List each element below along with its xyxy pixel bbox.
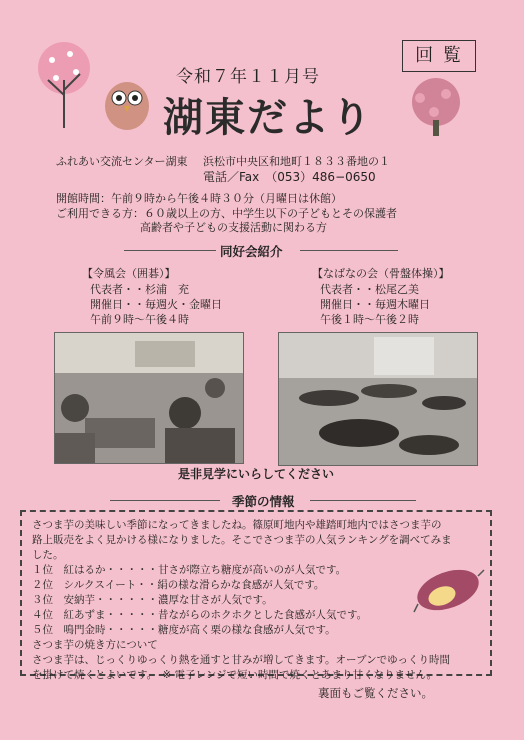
- pelvis-exercise-photo: [278, 332, 478, 466]
- phone-fax: 電話／Fax （053）486−0650: [203, 170, 376, 184]
- season-body: [32, 518, 452, 683]
- bird-illustration: [98, 72, 156, 134]
- rank-1: １位 紅はるか・・・・・甘さが際立ち糖度が高いのが人気です。: [32, 564, 347, 576]
- address: 浜松市中央区和地町１８３３番地の１: [203, 155, 390, 168]
- club-left-day: 開催日・・毎週火・金曜日: [90, 298, 222, 311]
- tree-illustration: [30, 40, 100, 130]
- club-right-name: 【なばなの会（骨盤体操）】: [312, 267, 450, 280]
- go-club-photo: [54, 332, 244, 464]
- visit-invite: 是非見学にいらしてください: [178, 467, 335, 481]
- newsletter-title: 湖東だより: [163, 95, 373, 141]
- club-right-day: 開催日・・毎週木曜日: [320, 298, 430, 311]
- rank-4: ４位 紅あずま・・・・・昔ながらのホクホクとした食感が人気です。: [32, 609, 368, 621]
- eligible-users: ご利用できる方：６０歳以上の方、中学生以下の子どもとその保護者: [56, 207, 397, 220]
- club-left-time: 午前９時〜午後４時: [90, 313, 189, 326]
- intro-line-3: した。: [32, 549, 64, 561]
- club-right-rep: 代表者・・松尾乙美: [320, 283, 419, 296]
- rank-3: ３位 安納芋・・・・・・濃厚な甘さが人気です。: [32, 594, 273, 606]
- bake-line-1: さつま芋は、じっくりゆっくり熱を通すと甘みが増してきます。オーブンでゆっくり時間: [32, 654, 451, 666]
- org-name: ふれあい交流センター湖東: [56, 155, 188, 168]
- footer-note: 裏面もご覧ください。: [318, 686, 433, 700]
- rank-5: ５位 鳴門金時・・・・・糖度が高く栗の様な食感が人気です。: [32, 624, 336, 636]
- bake-line-2: を掛けて焼くとよいです。 ※ 電子レンジで短い時間で焼くとあまり甘くなりません。: [32, 669, 438, 681]
- clubs-heading: 同好会紹介: [220, 244, 283, 259]
- season-heading: 季節の情報: [232, 494, 295, 509]
- rank-2: ２位 シルクスイート・・絹の様な滑らかな食感が人気です。: [32, 579, 325, 591]
- club-left-rep: 代表者・・杉浦 充: [90, 283, 189, 296]
- sweet-potato-illustration: [412, 560, 486, 618]
- club-left-name: 【令風会（囲碁）】: [82, 267, 176, 280]
- opening-hours: 開館時間：午前９時から午後４時３０分（月曜日は休館）: [56, 192, 342, 205]
- intro-line-1: さつま芋の美味しい季節になってきましたね。篠原町地内や雄踏町地内ではさつま芋の: [32, 519, 442, 531]
- circulate-stamp: 回 覧: [402, 40, 476, 72]
- issue-date: 令和７年１１月号: [176, 67, 320, 87]
- intro-line-2: 路上販売をよく見かける様になりました。そこでさつま芋の人気ランキングを調べてみま: [32, 534, 452, 546]
- bake-title: さつま芋の焼き方について: [32, 639, 158, 651]
- autumn-tree-illustration: [400, 78, 472, 136]
- eligible-users-2: 高齢者や子どもの支援活動に関わる方: [140, 221, 327, 234]
- club-right-time: 午後１時〜午後２時: [320, 313, 419, 326]
